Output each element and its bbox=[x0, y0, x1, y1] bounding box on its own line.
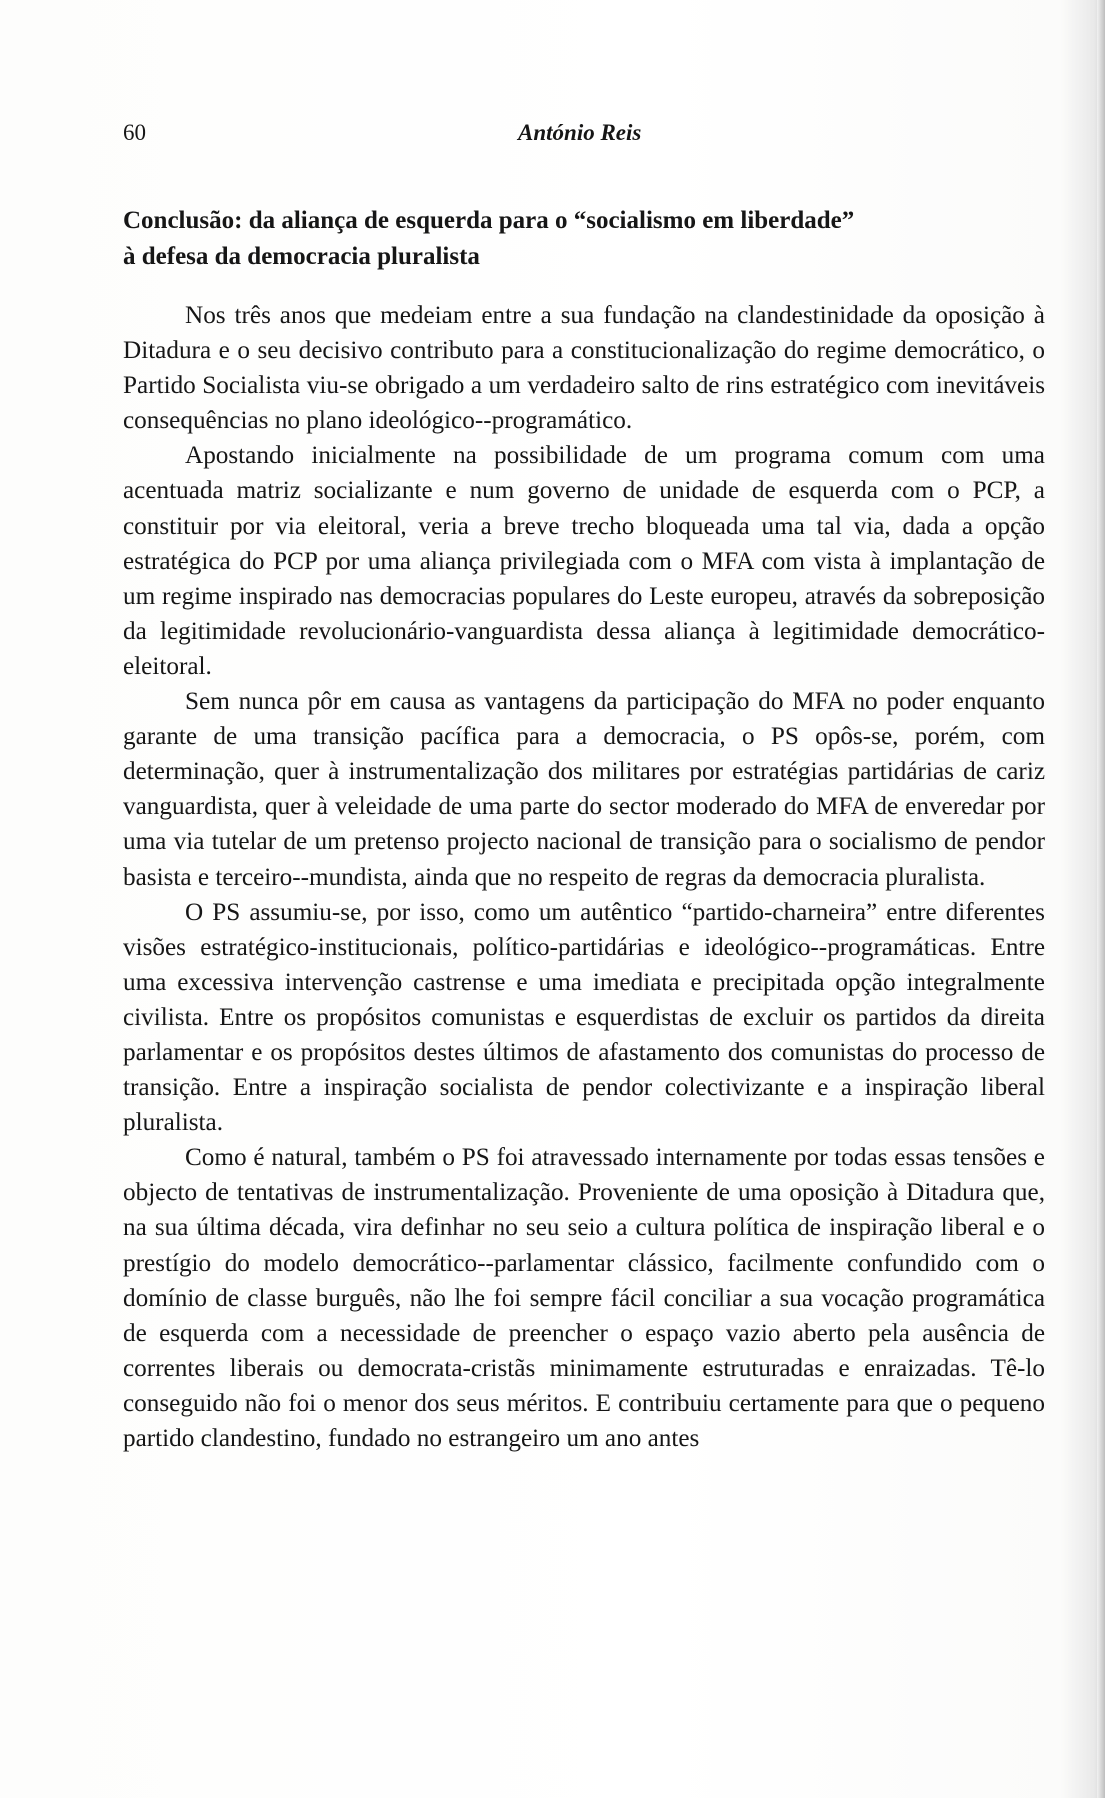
paragraph: Sem nunca pôr em causa as vantagens da participação do MFA no poder enquanto garante de uma transição pacífica para a democracia, o PS opôs-se, porém, com determinação, quer à instrumentalização dos militares por estratégias partidárias de cariz vanguardista, quer à veleidade de uma parte do sector moderado do MFA de enveredar por uma via tutelar de um pretenso projecto nacional de transição para o socialismo de pendor basista e terceiro--mundista, ainda que no respeito de regras da democracia pluralista. bbox=[123, 688, 1045, 891]
paragraph: O PS assumiu-se, por isso, como um autêntico “partido-charneira” entre diferentes visões estratégico-institucionais, político-partidárias e ideológico--programáticas. Entre uma excessiva intervenção castrense e uma imediata e precipitada opção integralmente civilista. Entre os propósitos comunistas e esquerdistas de excluir os partidos da direita parlamentar e os propósitos destes últimos de afastamento dos comunistas do processo de transição. Entre a inspiração socialista de pendor colectivizante e a inspiração liberal pluralista. bbox=[123, 898, 1045, 1137]
body-text bbox=[123, 298, 1045, 1456]
page-number: 60 bbox=[123, 120, 146, 145]
paragraph: Como é natural, também o PS foi atravessado internamente por todas essas tensões e objecto de tentativas de instrumentalização. Proveniente de uma oposição à Ditadura que, na sua última década, vira definhar no seu seio a cultura política de inspiração liberal e o prestígio do modelo democrático--parlamentar clássico, facilmente confundido com o domínio de classe burguês, não lhe foi sempre fácil conciliar a sua vocação programática de esquerda com a necessidade de preencher o espaço vazio aberto pela ausência de correntes liberais ou democrata-cristãs minimamente estruturadas e enraizadas. Tê-lo conseguido não foi o menor dos seus méritos. E contribuiu certamente para que o pequeno partido clandestino, fundado no estrangeiro um ano antes bbox=[123, 1144, 1045, 1452]
section-title-line-2: à defesa da democracia pluralista bbox=[123, 243, 480, 270]
section-title-line-1: Conclusão: da aliança de esquerda para o “socialismo em liberdade” bbox=[123, 207, 855, 234]
paragraph: Apostando inicialmente na possibilidade de um programa comum com uma acentuada matriz socializante e num governo de unidade de esquerda com o PCP, a constituir por via eleitoral, veria a breve trecho bloqueada uma tal via, dada a opção estratégica do PCP por uma aliança privilegiada com o MFA com vista à implantação de um regime inspirado nas democracias populares do Leste europeu, através da sobreposição da legitimidade revolucionário-vanguardista dessa aliança à legitimidade democrático-eleitoral. bbox=[123, 442, 1045, 680]
paragraph: Nos três anos que medeiam entre a sua fundação na clandestinidade da oposição à Ditadura e o seu decisivo contributo para a constitucionalização do regime democrático, o Partido Socialista viu-se obrigado a um verdadeiro salto de rins estratégico com inevitáveis consequências no plano ideológico--programático. bbox=[123, 302, 1045, 435]
page-gutter-shadow bbox=[1097, 0, 1105, 1798]
section-title bbox=[123, 203, 1043, 275]
running-head-author: António Reis bbox=[518, 120, 642, 145]
running-head bbox=[123, 118, 1043, 148]
